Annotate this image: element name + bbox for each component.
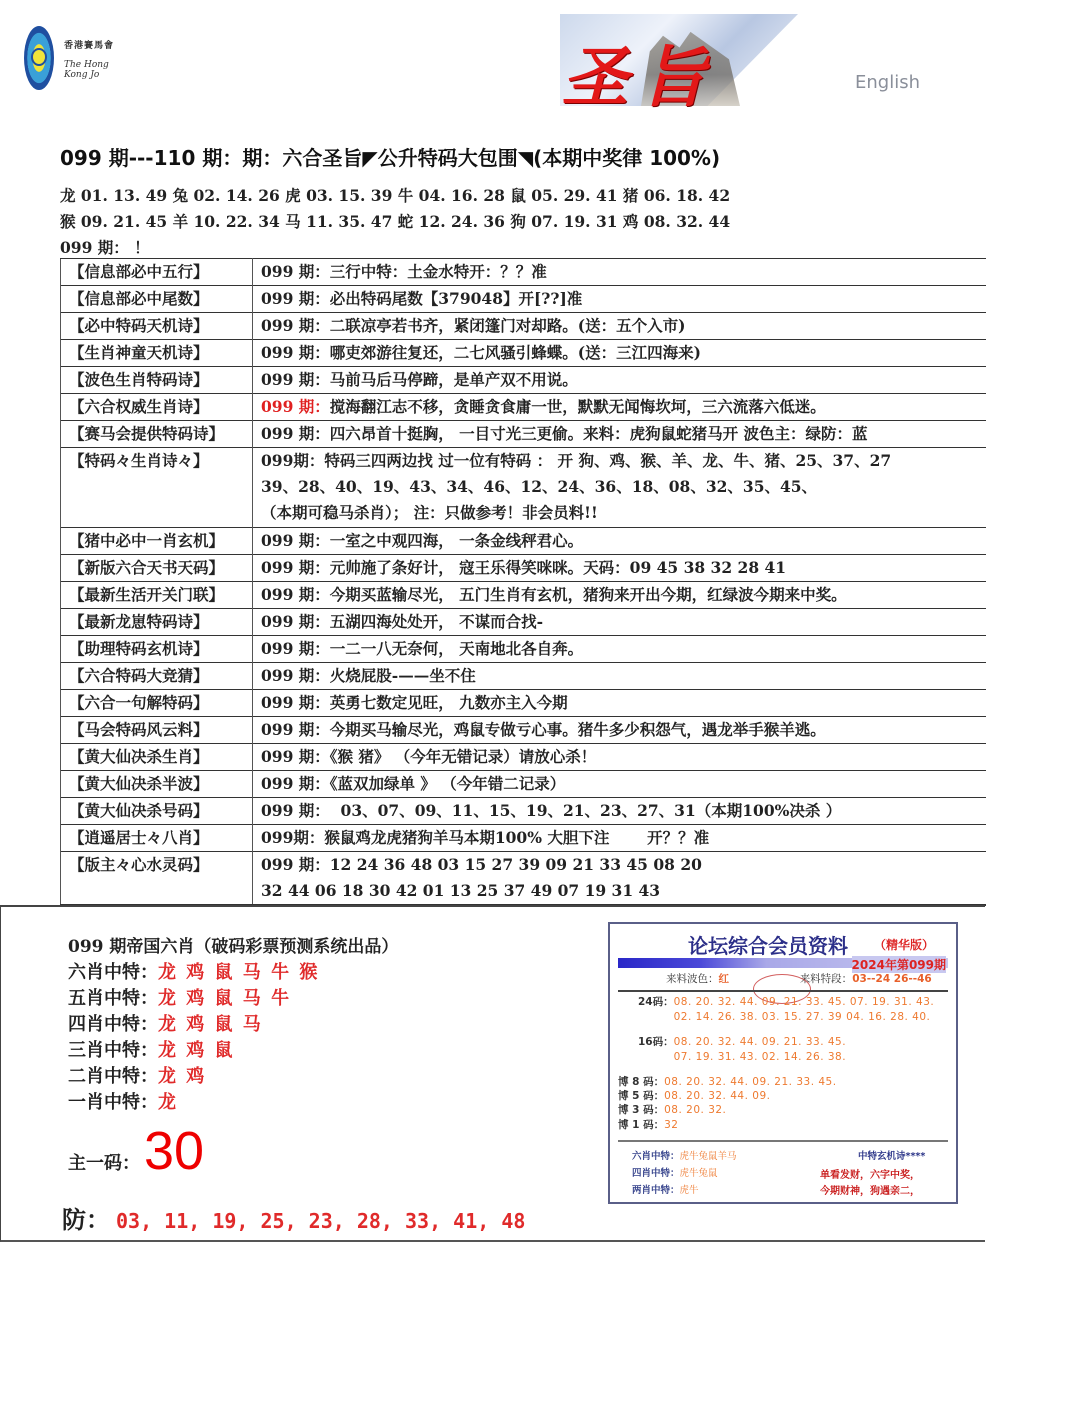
row-label: 【黄大仙决杀半波】 [61,770,253,797]
row-text: 《猴 猪》 （今年无错记录）请放心杀！ [329,746,597,766]
table-row [61,394,987,421]
row-label: 【六合一句解特码】 [61,689,253,716]
row-text: 元帅施了条好计， 寇王乐得笑咪咪。天码：09 45 38 32 28 41 [329,557,787,577]
issue-prefix: 099 期： [261,289,330,308]
xiao-label: 二肖中特： [68,1066,158,1087]
issue-prefix: 099 期： [261,370,330,389]
row-text: 火烧屁股-——坐不住 [329,665,476,685]
row-value-line [261,394,986,420]
xiao-row [68,984,291,1010]
card-footer-value: 虎牛 [679,1185,699,1196]
row-label: 【新版六合天书天码】 [61,554,253,581]
card-footer-value: 虎牛兔鼠 [679,1168,718,1179]
card-code-values: 32 [664,1119,679,1131]
card-code-values: 08. 20. 32. 44. 09. 21. 33. 45. [664,1076,837,1088]
issue-prefix: 099 期： [261,611,330,631]
card-divider [618,990,948,992]
six-xiao-title: 099 期帝国六肖（破码彩票预测系统出品） [68,937,399,957]
row-value-line [261,259,986,285]
row-label: 【必中特码天机诗】 [61,313,253,340]
row-value-line [261,500,986,526]
row-text: 四六昂首十挺胸， 一目寸光三更偷。来料：虎狗鼠蛇猪马开 波色主：绿防：蓝 [329,424,868,443]
zodiac-line: 龙 01. 13. 49 兔 02. 14. 26 虎 03. 15. 39 牛 04. 16. 28 鼠 05. 29. 41 猪 06. 18. 42 [60,186,731,205]
card-edition: （精华版） [874,938,935,952]
row-value [253,581,987,608]
card-footer-row [632,1182,699,1196]
xiao-values: 龙 鸡 [158,1066,207,1087]
row-label: 【猪中必中一肖玄机】 [61,527,253,554]
row-value [253,367,987,394]
xiao-values: 龙 鸡 鼠 马 [158,1014,263,1035]
row-value-line [261,690,986,716]
row-text: 搅海翻江志不移，贪睡贪食庸一世，默默无闻悔坎坷，三六流落六低迷。 [329,397,826,416]
card-poem-line: 今期财神，狗遇亲二， [820,1186,920,1197]
color-value: 红 [718,973,729,985]
main-code-label: 主一码： [68,1153,140,1174]
card-footer-row [632,1148,737,1162]
row-label: 【生肖神童天机诗】 [61,340,253,367]
row-text: 03、07、09、11、15、19、21、23、27、31（本期100%决杀 ） [329,800,842,820]
row-label: 【信息部必中五行】 [61,259,253,286]
card-code-values: 07. 19. 31. 43. 02. 14. 26. 38. [673,1051,847,1063]
issue-note: 099 期： ！ [60,238,150,257]
table-row [61,367,987,394]
range-value: 03--24 26--46 [852,973,932,985]
row-value [253,259,987,286]
row-value [253,662,987,689]
xiao-values: 龙 [158,1092,178,1113]
xiao-row [68,958,319,984]
table-row [61,421,987,448]
row-value [253,770,987,797]
row-text: 哪吏郊游往复还，二七风骚引蜂蝶。(送：三江四海来) [329,343,701,362]
zodiac-line: 猴 09. 21. 45 羊 10. 22. 34 马 11. 35. 47 蛇 12. 24. 36 狗 07. 19. 31 鸡 08. 32. 44 [60,212,731,231]
card-code-row [638,1049,846,1064]
xiao-values: 龙 鸡 鼠 马 牛 [158,988,292,1009]
row-value [253,824,987,851]
row-label: 【助理特码玄机诗】 [61,635,253,662]
xiao-label: 一肖中特： [68,1092,158,1113]
row-value-line [261,636,986,662]
banner-title: 圣旨 [562,38,718,116]
table-row [61,743,987,770]
card-code-label: 16码： [638,1036,674,1048]
issue-prefix: 099期： [261,451,325,470]
row-value-line [261,555,986,581]
table-row [61,313,987,340]
row-label: 【波色生肖特码诗】 [61,367,253,394]
row-text: 五湖四海处处开， 不谋而合找- [329,611,544,631]
issue-prefix: 099 期： [261,692,330,712]
card-code-values: 08. 20. 32. 44. 09. 21. 33. 45. [673,1036,847,1048]
row-text: 三行中特：土金水特开：？？准 [329,262,547,281]
row-value-line [261,367,986,393]
row-value-line [261,421,986,447]
card-divider [618,1140,948,1142]
card-code-label: 24码： [638,996,674,1008]
xiao-values: 龙 鸡 鼠 马 牛 猴 [158,962,320,983]
issue-prefix: 099 期： [261,343,330,362]
hkjc-emblem-icon [24,26,54,90]
card-code-label: 博 1 码： [618,1119,665,1131]
row-value [253,394,987,421]
table-row [61,770,987,797]
row-value [253,313,987,340]
card-code-values: 02. 14. 26. 38. 03. 15. 27. 39 04. 16. 28. 40. [673,1011,931,1023]
xiao-label: 五肖中特： [68,988,158,1009]
fang-numbers [62,1200,525,1235]
issue-prefix: 099 期： [261,638,330,658]
card-code-label: 博 8 码： [618,1076,665,1088]
row-value [253,421,987,448]
row-label: 【逍遥居士々八肖】 [61,824,253,851]
issue-prefix: 099期： [261,827,325,847]
main-code-value: 30 [144,1121,205,1181]
table-row [61,797,987,824]
row-text: 32 44 06 18 30 42 01 13 25 37 49 07 19 31 43 [261,880,661,900]
card-code-row [638,994,934,1009]
row-value-line [261,448,986,474]
issue-prefix: 099 期： [261,746,330,766]
card-footer-label: 六肖中特： [632,1151,680,1162]
row-value-line [261,313,986,339]
table-row [61,851,987,905]
table-row [61,259,987,286]
row-value-line [261,878,986,904]
xiao-label: 四肖中特： [68,1014,158,1035]
prediction-table [60,258,986,906]
issue-prefix: 099 期： [261,530,330,550]
card-footer-label: 两肖中特： [632,1185,680,1196]
card-code-row [618,1088,770,1103]
issue-prefix: 099 期： [261,584,330,604]
row-text: 《蓝双加绿单 》 （今年错二记录） [329,773,566,793]
table-row [61,527,987,554]
hkjc-logo [22,26,132,90]
card-footer-value: 虎牛兔鼠羊马 [679,1151,737,1162]
main-code [68,1120,204,1182]
row-text: 39、28、40、19、43、34、46、12、24、36、18、08、32、35、45、 [261,477,818,496]
issue-prefix: 099 期： [261,316,330,335]
card-code-row [638,1034,846,1049]
row-label: 【赛马会提供特码诗】 [61,421,253,448]
card-poem-line: 单看发财，六字中奖， [820,1170,920,1181]
row-value-line [261,582,986,608]
table-row [61,286,987,313]
row-text: 猴鼠鸡龙虎猪狗羊马本期100% 大胆下注 开？？准 [324,827,710,847]
row-label: 【特码々生肖诗々】 [61,448,253,528]
card-issue: 2024年第099期 [851,958,946,972]
row-label: 【马会特码风云料】 [61,716,253,743]
issue-prefix: 099 期： [261,397,330,416]
row-value [253,448,987,528]
row-text: 英勇七数定见旺， 九数亦主入今期 [329,692,568,712]
xiao-row [68,1036,235,1062]
row-text: 马前马后马停蹄，是单产双不用说。 [329,370,578,389]
row-text: 二联凉亭若书齐，紧闭篷门对却路。(送：五个入市) [329,316,686,335]
table-row [61,824,987,851]
issue-prefix: 099 期： [261,557,330,577]
row-label: 【六合权威生肖诗】 [61,394,253,421]
fang-label: 防： [62,1205,110,1234]
issue-prefix: 099 期： [261,424,330,443]
row-text: （本期可稳马杀肖）； 注：只做参考！非会员料!! [261,503,598,522]
card-code-row [618,1117,679,1132]
row-value-line [261,474,986,500]
row-value [253,608,987,635]
issue-prefix: 099 期： [261,665,330,685]
row-value-line [261,852,986,878]
card-code-row [618,1102,726,1117]
row-label: 【版主々心水灵码】 [61,851,253,905]
table-row [61,554,987,581]
row-label: 【黄大仙决杀生肖】 [61,743,253,770]
table-row [61,635,987,662]
xiao-label: 三肖中特： [68,1040,158,1061]
forum-member-card [608,922,958,1204]
row-value-line [261,771,986,797]
row-value-line [261,744,986,770]
issue-prefix: 099 期： [261,262,330,281]
row-value-line [261,663,986,689]
card-poem-title: 中特玄机诗**** [858,1151,926,1162]
table-row [61,608,987,635]
row-value-line [261,340,986,366]
row-label: 【六合特码大竞猜】 [61,662,253,689]
range-label: 来料特段： [799,973,853,985]
logo-chinese-text: 香港賽馬會 [64,41,115,51]
banner-image [560,14,798,126]
table-row [61,581,987,608]
row-value-line [261,286,986,312]
issue-prefix: 099 期： [261,773,330,793]
row-text: 一二一八无奈何， 天南地北各自奔。 [329,638,584,658]
row-label: 【黄大仙决杀号码】 [61,797,253,824]
english-link[interactable]: English [855,72,920,93]
row-value [253,743,987,770]
xiao-row [68,1088,178,1114]
row-label: 【最新生活开关门联】 [61,581,253,608]
table-row [61,340,987,367]
issue-prefix: 099 期： [261,719,330,739]
row-text: 今期买马输尽光，鸡鼠专做亏心事。猪牛多少积怨气，遇龙举手猴羊逃。 [329,719,826,739]
row-text: 一室之中观四海， 一条金线秤君心。 [329,530,584,550]
card-code-values: 08. 20. 32. [664,1104,727,1116]
row-value [253,851,987,905]
issue-prefix: 099 期： [261,854,330,874]
row-value [253,527,987,554]
row-label: 【信息部必中尾数】 [61,286,253,313]
row-text: 特码三四两边找 过一位有特码 ： 开 狗、鸡、猴、羊、龙、牛、猪、25、37、27 [324,451,892,470]
card-code-label: 博 5 码： [618,1090,665,1102]
table-row [61,689,987,716]
row-label: 【最新龙崽特码诗】 [61,608,253,635]
issue-prefix: 099 期： [261,800,330,820]
row-value-line [261,717,986,743]
table-row [61,716,987,743]
card-code-row [638,1009,930,1024]
card-code-values: 08. 20. 32. 44. 09. 21. 33. 45. 07. 19. 31. 43. [673,996,935,1008]
row-value-line [261,825,986,851]
row-value [253,635,987,662]
table-row [61,662,987,689]
row-value [253,797,987,824]
row-text: 今期买蓝输尽光， 五门生肖有玄机，猪狗来开出今期，红绿波今期来中奖。 [329,584,847,604]
card-footer-row [632,1165,718,1179]
xiao-row [68,1062,206,1088]
logo-english-text: The Hong Kong Jo [64,60,109,80]
page-title: 099 期---110 期：期：六合圣旨◤公升特码大包围◥(本期中奖律 100%) [60,146,721,170]
xiao-row [68,1010,263,1036]
fang-values: 03, 11, 19, 25, 23, 28, 33, 41, 48 [116,1209,526,1233]
table-row [61,448,987,528]
row-value [253,286,987,313]
card-footer-label: 四肖中特： [632,1168,680,1179]
color-label: 来料波色： [666,973,719,985]
row-text: 12 24 36 48 03 15 27 39 09 21 33 45 08 20 [329,854,702,874]
card-code-label: 博 3 码： [618,1104,665,1116]
row-value [253,716,987,743]
row-value [253,340,987,367]
xiao-values: 龙 鸡 鼠 [158,1040,235,1061]
row-text: 必出特码尾数【379048】开[??]准 [329,289,583,308]
card-code-values: 08. 20. 32. 44. 09. [664,1090,771,1102]
row-value [253,554,987,581]
xiao-label: 六肖中特： [68,962,158,983]
card-title: 论坛综合会员资料 [688,934,848,958]
card-code-row [618,1074,837,1089]
row-value-line [261,609,986,635]
row-value [253,689,987,716]
row-value-line [261,798,986,824]
row-value-line [261,528,986,554]
